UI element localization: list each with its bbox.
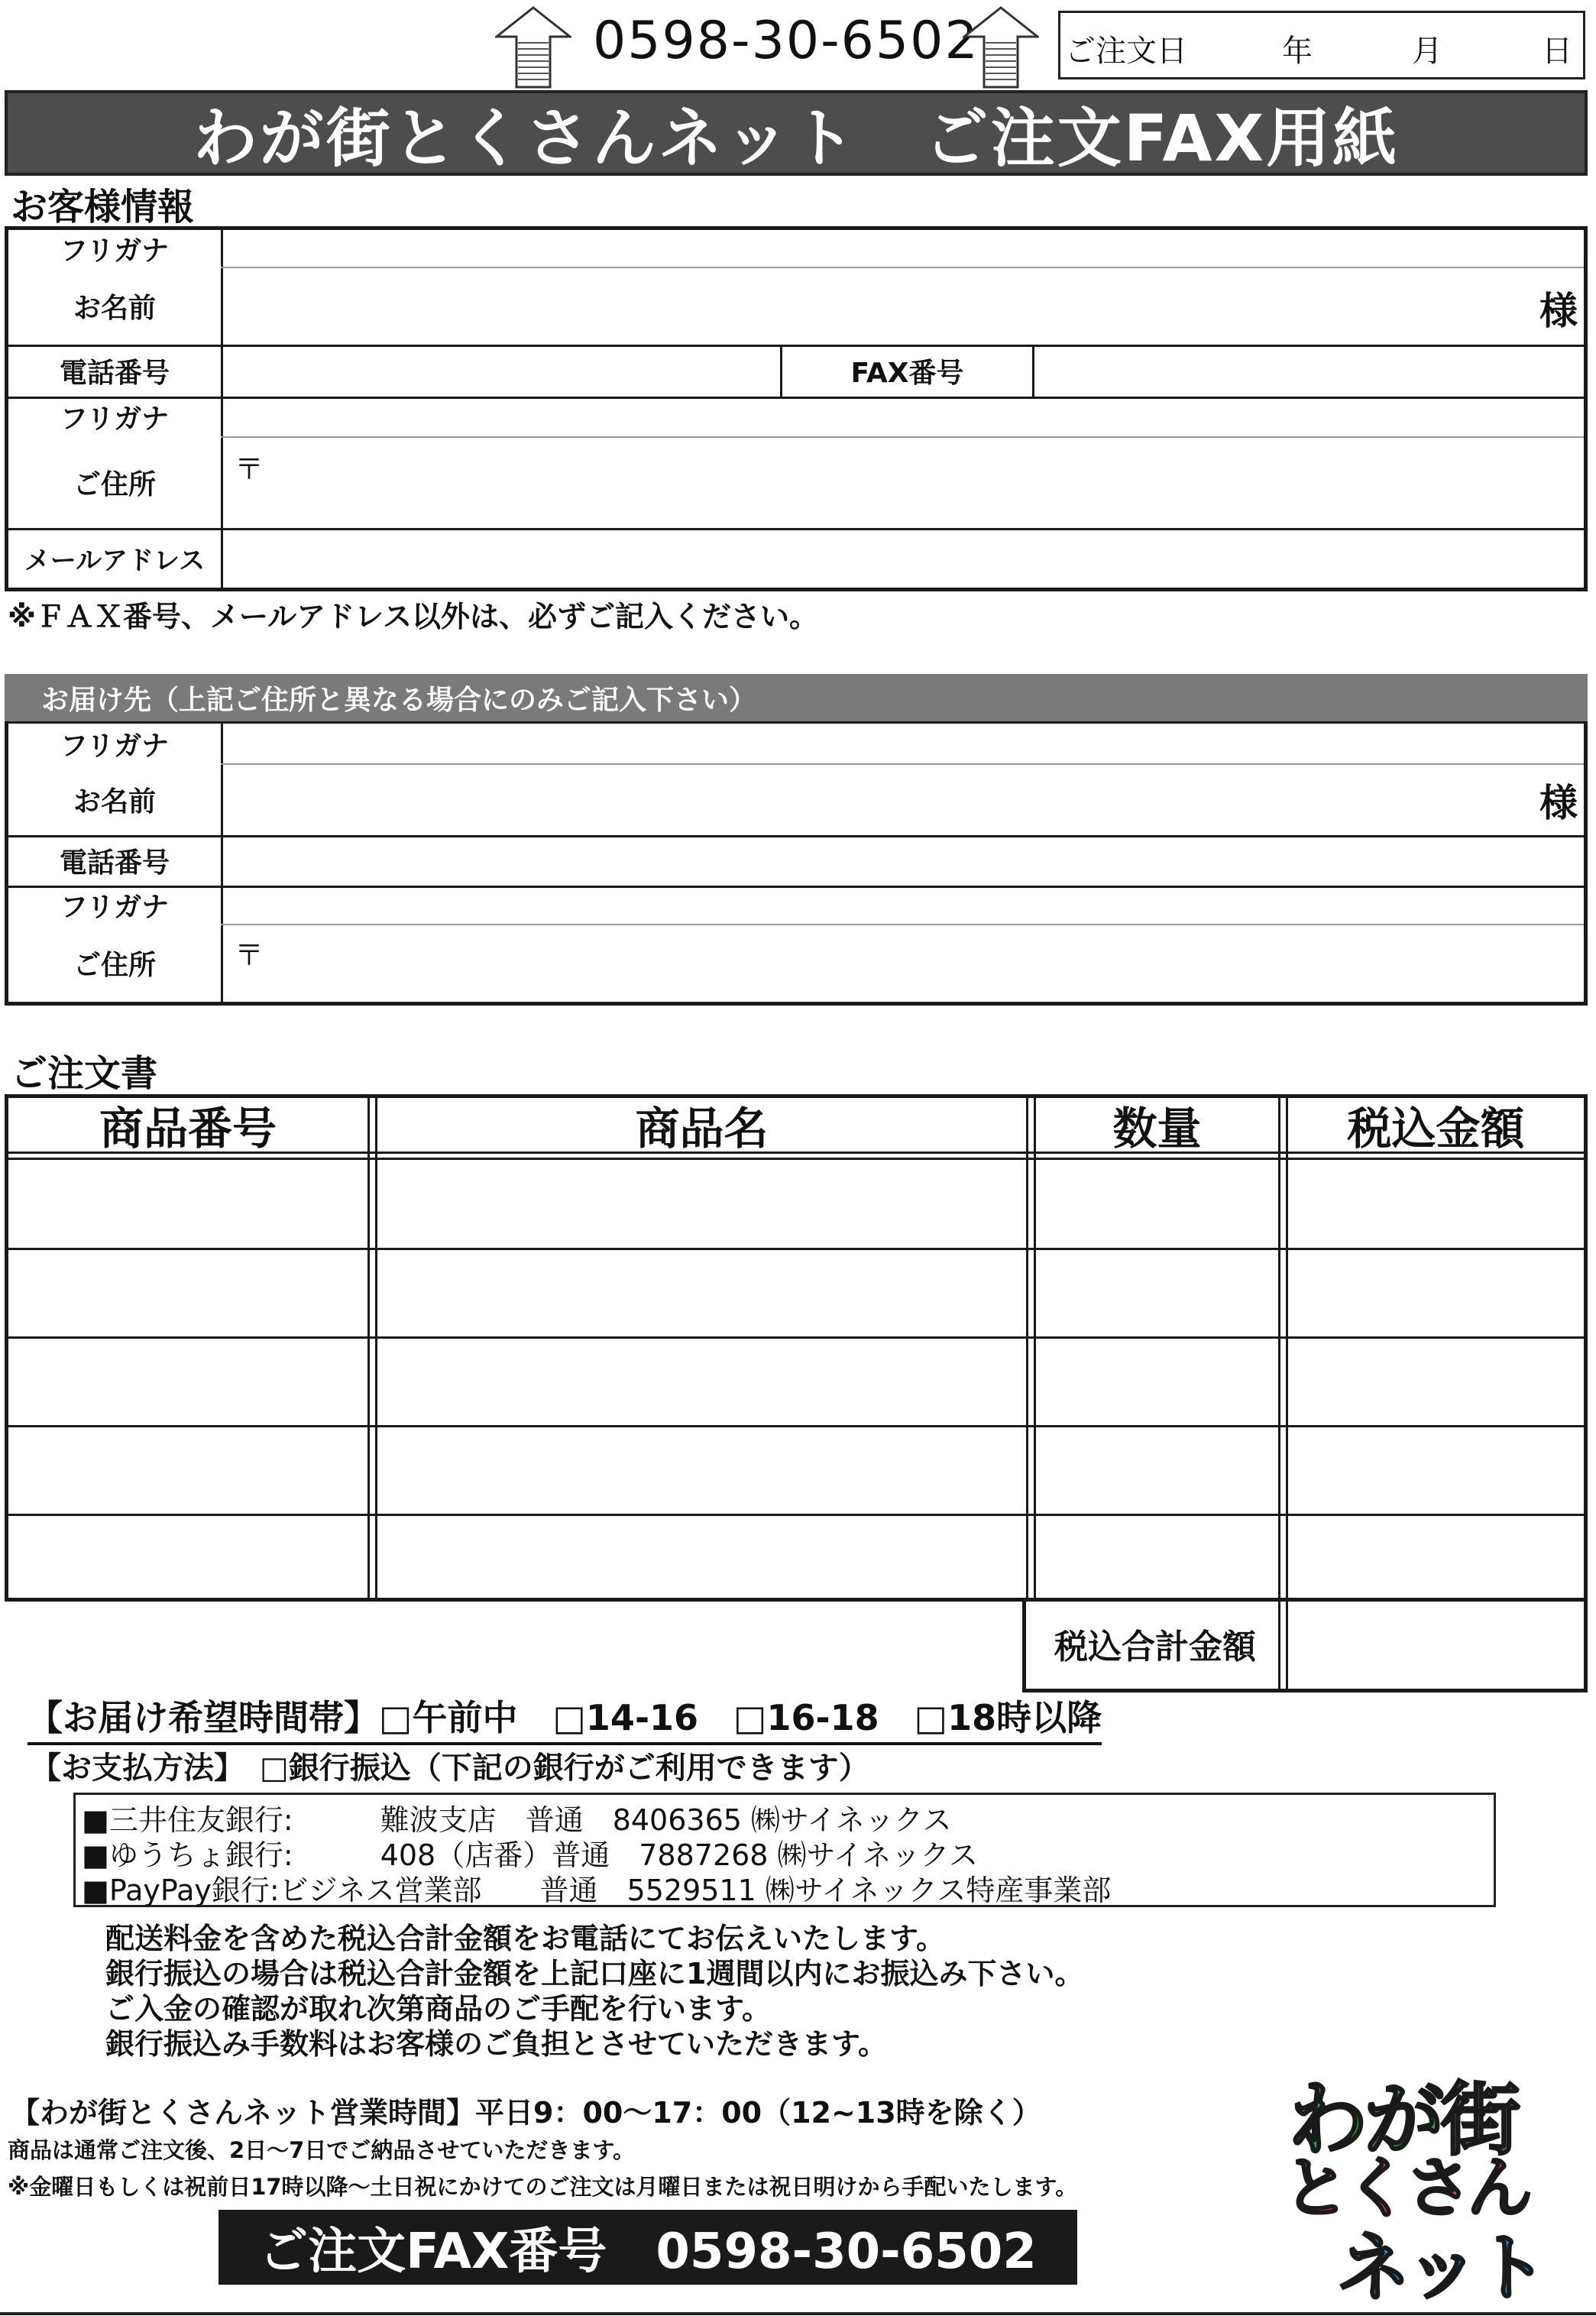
phone-label: 電話番号 <box>59 357 170 389</box>
customer-heading: お客様情報 <box>11 186 195 228</box>
email-field[interactable] <box>223 528 1584 588</box>
weekend-order-note: ※金曜日もしくは祝前日17時以降～土日祝にかけてのご注文は月曜日または祝日明けから手配いたします。 <box>8 2174 1078 2200</box>
delivery-phone-label: 電話番号 <box>59 847 170 879</box>
order-table <box>5 1094 1588 1602</box>
delivery-name-label: お名前 <box>73 785 156 818</box>
honorific-label: 様 <box>1539 289 1578 333</box>
table-row[interactable] <box>8 1339 1584 1425</box>
year-label: 年 <box>1282 34 1313 69</box>
customer-note: ※ＦＡＸ番号、メールアドレス以外は、必ずご記入ください。 <box>8 600 819 633</box>
table-row[interactable] <box>8 1250 1584 1336</box>
logo-line-1: わが街 <box>1288 2073 1518 2166</box>
delivery-time-options[interactable]: 【お届け希望時間帯】□午前中 □14-16 □16-18 □18時以降 <box>28 1690 1102 1745</box>
delivery-name-field[interactable] <box>223 763 1538 835</box>
address-furigana-label: フリガナ <box>60 403 170 435</box>
bank-smbc: ■三井住友銀行: 難波支店 普通 8406365 ㈱サイネックス <box>82 1803 952 1837</box>
email-label: メールアドレス <box>24 545 206 576</box>
zip-mark: 〒 <box>235 452 264 486</box>
month-label: 月 <box>1412 34 1442 69</box>
name-label: お名前 <box>73 292 156 324</box>
fax-label: FAX番号 <box>850 357 964 389</box>
table-row[interactable] <box>8 1427 1584 1514</box>
delivery-furigana-field[interactable] <box>223 724 1584 763</box>
delivery-lead-time: 商品は通常ご注文後、2日～7日でご納品させていただきます。 <box>8 2137 636 2163</box>
payment-note-4: 銀行振込み手数料はお客様のご負担とさせていただきます。 <box>105 2027 887 2061</box>
delivery-honorific-label: 様 <box>1539 781 1578 825</box>
delivery-address-furigana-field[interactable] <box>223 886 1584 924</box>
customer-form <box>5 226 1588 591</box>
up-arrow-icon <box>963 6 1039 89</box>
bottom-rule <box>0 2312 1596 2315</box>
day-label: 日 <box>1542 34 1572 69</box>
payment-note-2: 銀行振込の場合は税込合計金額を上記口座に1週間以内にお振込み下さい。 <box>105 1957 1084 1990</box>
total-label: 税込合計金額 <box>1054 1627 1256 1667</box>
furigana-label: フリガナ <box>60 235 170 267</box>
delivery-phone-field[interactable] <box>223 835 1584 886</box>
payment-note-1: 配送料金を含めた税込合計金額をお電話にてお伝えいたします。 <box>105 1922 945 1955</box>
phone-field[interactable] <box>223 345 780 397</box>
logo-line-2: とくさん <box>1284 2150 1528 2227</box>
logo-line-3: ネット <box>1337 2225 1543 2311</box>
delivery-heading: お届け先（上記ご住所と異なる場合にのみご記入下さい） <box>5 674 1588 721</box>
business-hours: 【わが街とくさんネット営業時間】平日9：00～17：00（12~13時を除く） <box>11 2096 1041 2130</box>
name-field[interactable] <box>223 267 1538 345</box>
payment-method[interactable]: 【お支払方法】 □銀行振込（下記の銀行がご利用できます） <box>31 1751 869 1786</box>
up-arrow-icon <box>495 6 571 89</box>
col-header-item-number: 商品番号 <box>99 1103 277 1155</box>
total-field[interactable] <box>1290 1598 1584 1689</box>
payment-note-3: ご入金の確認が取れ次第商品のご手配を行います。 <box>105 1992 771 2026</box>
footer-fax-number: ご注文FAX番号 0598-30-6502 <box>219 2210 1077 2285</box>
order-date-label: ご注文日 <box>1065 34 1187 69</box>
table-row[interactable] <box>8 1516 1584 1600</box>
address-field[interactable] <box>223 436 1584 528</box>
delivery-form <box>5 721 1588 1006</box>
delivery-address-label: ご住所 <box>73 949 156 981</box>
bank-list <box>73 1793 1496 1907</box>
bank-paypay: ■PayPay銀行:ビジネス営業部 普通 5529511 ㈱サイネックス特産事業部 <box>82 1874 1112 1907</box>
fax-field[interactable] <box>1034 345 1584 397</box>
address-furigana-field[interactable] <box>223 397 1584 436</box>
delivery-address-field[interactable] <box>223 924 1584 1002</box>
bank-yucho: ■ゆうちょ銀行: 408（店番）普通 7887268 ㈱サイネックス <box>82 1838 979 1872</box>
delivery-furigana-label: フリガナ <box>60 730 170 762</box>
delivery-zip-mark: 〒 <box>235 938 264 972</box>
table-row[interactable] <box>8 1160 1584 1248</box>
total-box <box>1022 1598 1588 1692</box>
col-header-price: 税込金額 <box>1347 1103 1525 1155</box>
header-phone: 0598-30-6502 <box>593 11 979 71</box>
order-date-box[interactable] <box>1058 11 1585 79</box>
page-title: わが街とくさんネット ご注文FAX用紙 <box>5 90 1588 176</box>
address-label: ご住所 <box>73 468 156 500</box>
delivery-address-furigana-label: フリガナ <box>60 891 170 923</box>
order-heading: ご注文書 <box>11 1052 158 1095</box>
col-header-item-name: 商品名 <box>635 1103 769 1155</box>
col-header-quantity: 数量 <box>1112 1103 1202 1155</box>
furigana-field[interactable] <box>223 230 1584 267</box>
site-logo <box>1284 2055 1559 2311</box>
